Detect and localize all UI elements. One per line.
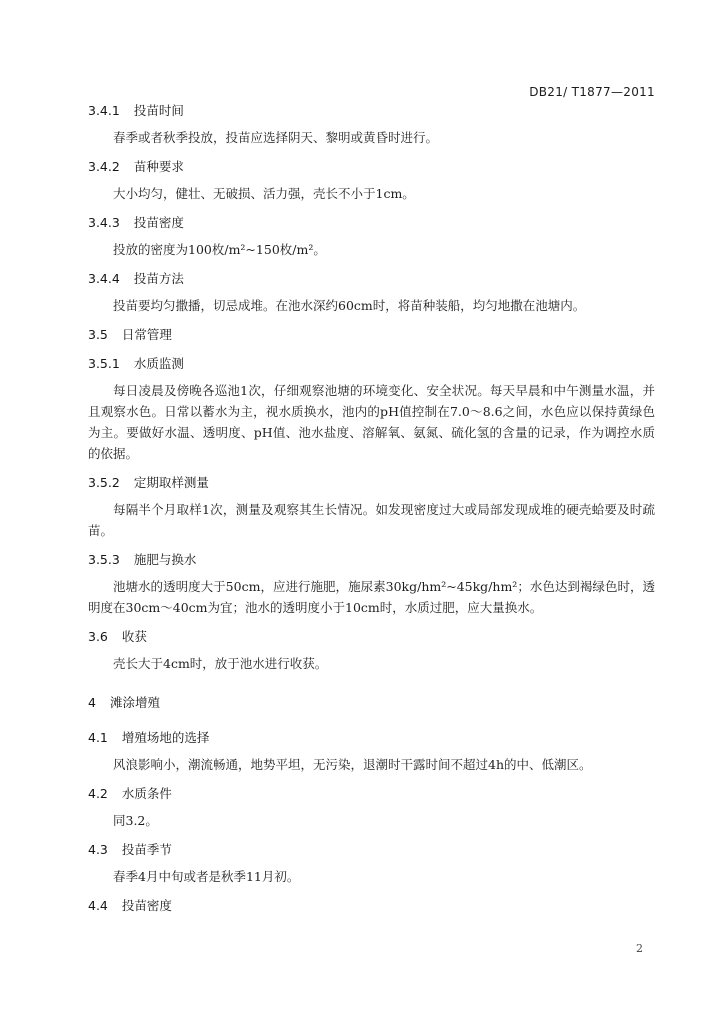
section-heading-3-4-4 xyxy=(88,268,655,289)
section-title: 投苗密度 xyxy=(121,898,172,913)
section-number: 3.5.3 xyxy=(88,552,120,567)
paragraph: 春季或者秋季投放，投苗应选择阴天、黎明或黄昏时进行。 xyxy=(113,130,439,145)
section-heading-4-2 xyxy=(88,783,655,804)
section-title: 施肥与换水 xyxy=(133,552,197,567)
section-heading-4-4 xyxy=(88,895,655,916)
section-heading-3-4-1 xyxy=(88,100,655,121)
paragraph: 投苗要均匀撒播，切忌成堆。在池水深约60cm时，将苗种装船，均匀地撒在池塘内。 xyxy=(113,298,586,313)
section-heading-3-5-3 xyxy=(88,549,655,570)
section-heading-3-5-1 xyxy=(88,353,655,374)
chapter-heading-4 xyxy=(88,692,655,713)
section-heading-3-4-2 xyxy=(88,156,655,177)
paragraph: 大小均匀，健壮、无破损、活力强，壳长不小于1cm。 xyxy=(113,186,415,201)
section-number: 3.6 xyxy=(88,629,108,644)
section-number: 4.2 xyxy=(88,786,108,801)
section-number: 3.5 xyxy=(88,327,108,342)
document-body xyxy=(88,98,655,922)
section-title: 投苗密度 xyxy=(133,215,184,230)
section-title: 投苗季节 xyxy=(121,842,172,857)
section-number: 4.1 xyxy=(88,730,108,745)
section-title: 收获 xyxy=(121,629,147,644)
section-title: 水质监测 xyxy=(133,356,184,371)
paragraph: 投放的密度为100枚/m²~150枚/m²。 xyxy=(113,242,326,257)
paragraph: 春季4月中旬或者是秋季11月初。 xyxy=(113,869,300,884)
section-number: 3.5.2 xyxy=(88,475,120,490)
section-heading-4-3 xyxy=(88,839,655,860)
page-number: 2 xyxy=(636,942,643,955)
paragraph: 风浪影响小，潮流畅通，地势平坦，无污染，退潮时干露时间不超过4h的中、低潮区。 xyxy=(113,757,592,772)
section-number: 3.4.4 xyxy=(88,271,120,286)
section-title: 日常管理 xyxy=(121,327,172,342)
section-number: 3.4.2 xyxy=(88,159,120,174)
paragraph: 壳长大于4cm时，放于池水进行收获。 xyxy=(113,656,328,671)
section-title: 投苗时间 xyxy=(133,103,184,118)
section-heading-3-5-2 xyxy=(88,472,655,493)
paragraph: 同3.2。 xyxy=(113,813,158,828)
section-title: 水质条件 xyxy=(121,786,172,801)
section-title: 投苗方法 xyxy=(133,271,184,286)
section-title: 苗种要求 xyxy=(133,159,184,174)
standard-code-header: DB21/ T1877—2011 xyxy=(529,85,655,99)
section-number: 3.5.1 xyxy=(88,356,120,371)
section-number: 3.4.3 xyxy=(88,215,120,230)
section-number: 4.3 xyxy=(88,842,108,857)
section-title: 定期取样测量 xyxy=(133,475,209,490)
paragraph: 每日凌晨及傍晚各巡池1次，仔细观察池塘的环境变化、安全状况。每天早晨和中午测量水温，并且观察水色。日常以蓄水为主，视水质换水，池内的pH值控制在7.0～8.6之间，水色应以保持黄绿色为主。要做好水温、透明度、pH值、池水盐度、溶解氧、氨氮、硫化氢的含量的记录，作为调控水质的依据。 xyxy=(88,383,655,461)
section-number: 4.4 xyxy=(88,898,108,913)
section-heading-3-4-3 xyxy=(88,212,655,233)
paragraph: 每隔半个月取样1次，测量及观察其生长情况。如发现密度过大或局部发现成堆的硬壳蛤要及时疏苗。 xyxy=(88,502,655,538)
chapter-number: 4 xyxy=(88,695,96,710)
section-heading-4-1 xyxy=(88,727,655,748)
chapter-title: 滩涂增殖 xyxy=(109,695,160,710)
paragraph: 池塘水的透明度大于50cm，应进行施肥，施尿素30kg/hm²~45kg/hm²；水色达到褐绿色时，透明度在30cm～40cm为宜；池水的透明度小于10cm时，水质过肥，应大量换水。 xyxy=(88,579,655,615)
section-title: 增殖场地的选择 xyxy=(121,730,210,745)
section-heading-3-6 xyxy=(88,626,655,647)
section-heading-3-5 xyxy=(88,324,655,345)
section-number: 3.4.1 xyxy=(88,103,120,118)
